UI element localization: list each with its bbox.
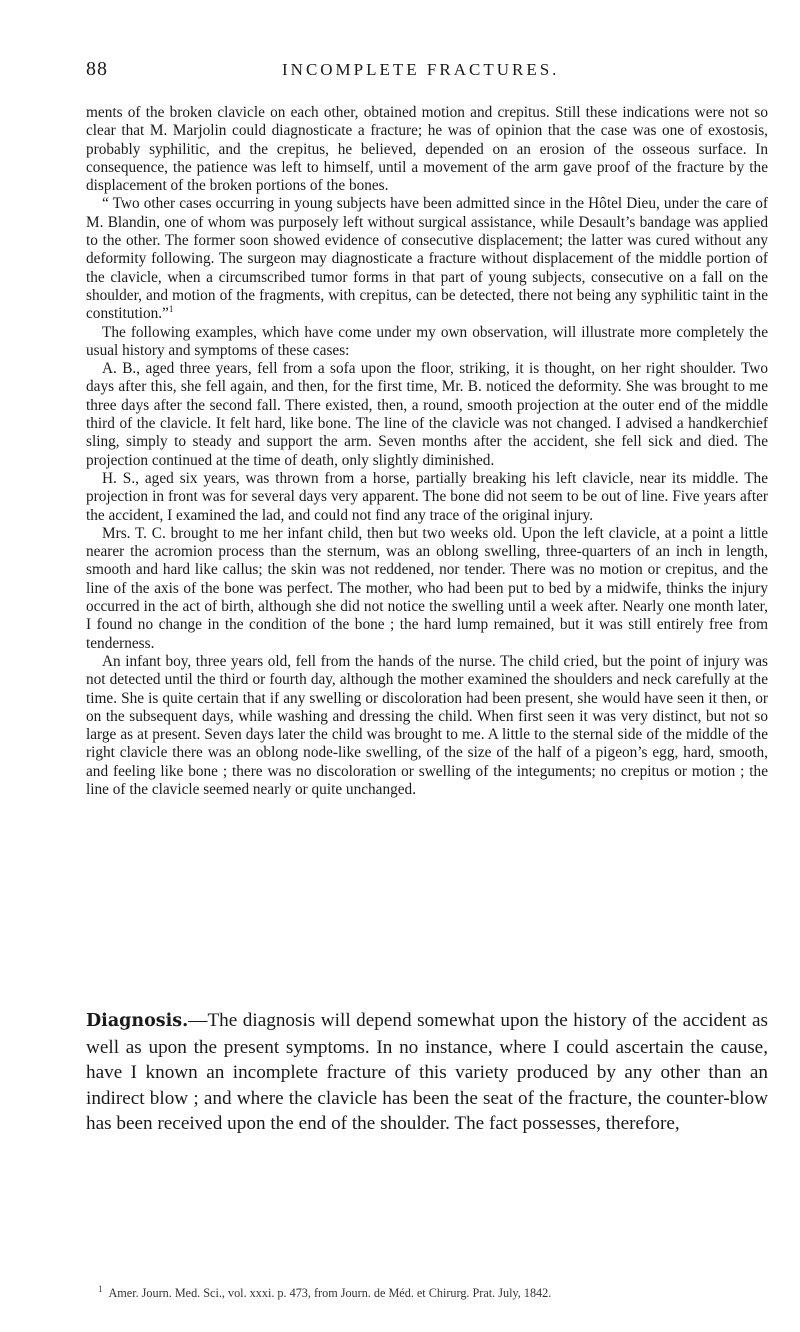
diagnosis-heading: Diagnosis. <box>86 1011 189 1031</box>
paragraph-quotation <box>86 195 768 323</box>
paragraph-case-infant-boy: An infant boy, three years old, fell from the hands of the nurse. The child cried, but the point of injury was not detected until the third or fourth day, although the mother examined the shoulders and neck carefully at the time. She is quite certain that if any swelling or discoloration had been present, she would have seen it then, or on the subsequent days, while washing and dressing the child. When first seen it was very distinct, but not so large as at present. Seven days later the child was brought to me. A little to the sternal side of the middle of the right clavicle there was an oblong node-like swelling, of the size of the half of a pigeon’s egg, hard, smooth, and feeling like bone ; there was no discoloration or swelling of the integuments; no crepitus or motion ; the line of the clavicle seemed nearly or quite unchanged. <box>86 652 768 798</box>
page-header <box>86 58 766 86</box>
page-number: 88 <box>86 58 108 80</box>
paragraph-continuation: ments of the broken clavicle on each other, obtained motion and crepitus. Still these indications were not so clear that M. Marjolin could diagnosticate a fracture; he was of opinion that the case was one of exostosis, probably syphilitic, and the crepitus, he believed, depended on an erosion of the osseous surface. In consequence, the patience was left to himself, until a movement of the arm gave proof of the fracture by the displacement of the broken portions of the bones. <box>86 104 768 195</box>
footnote-text: Amer. Journ. Med. Sci., vol. xxxi. p. 473, from Journ. de Méd. et Chirurg. Prat. July, 1842. <box>108 1286 552 1301</box>
quotation-text: “ Two other cases occurring in young subjects have been admitted since in the Hôtel Dieu, under the care of M. Blandin, one of whom was purposely left without surgical assistance, while Desault’s bandage was applied to the other. The former soon showed evidence of consecutive displacement; the latter was cured without any deformity following. The surgeon may diagnosticate a fracture without displacement of the middle portion of the clavicle, when a circumscribed tumor forms in that part of young subjects, consecutive on a fall on the shoulder, and motion of the fragments, with crepitus, can be detected, there not being any syphilitic taint in the constitution.” <box>86 195 768 323</box>
diagnosis-text: —The diagnosis will depend somewhat upon the history of the accident as well as upon the present symptoms. In no instance, where I could ascertain the cause, have I known an incomplete fracture of this variety produced by any other than an indirect blow ; and where the clavicle has been the seat of the fracture, the counter-blow has been received upon the end of the shoulder. The fact possesses, therefore, <box>86 1010 768 1135</box>
footnote <box>86 1281 768 1301</box>
paragraph-case-hs: H. S., aged six years, was thrown from a horse, partially breaking his left clavicle, near its middle. The projection in front was for several days very apparent. The bone did not seem to be out of line. Five years after the accident, I examined the lad, and could not find any trace of the original injury. <box>86 469 768 524</box>
paragraph-case-ab: A. B., aged three years, fell from a sofa upon the floor, striking, it is thought, on her right shoulder. Two days after this, she fell again, and then, for the first time, Mr. B. noticed the deformity. She was brought to me three days after the second fall. There existed, then, a round, smooth projection at the outer end of the middle third of the clavicle. It felt hard, like bone. The line of the clavicle was not changed. I advised a handkerchief sling, simply to steady and support the arm. Seven months after the accident, she fell sick and died. The projection continued at the time of death, only slightly diminished. <box>86 360 768 469</box>
paragraph-case-tc: Mrs. T. C. brought to me her infant child, then but two weeks old. Upon the left clavicle, at a point a little nearer the acromion process than the sternum, was an oblong swelling, three-quarters of an inch in length, smooth and hard like callus; the skin was not reddened, nor tender. There was no motion or crepitus, and the line of the axis of the bone was perfect. The mother, who had been put to bed by a midwife, thinks the injury occurred in the act of birth, although she did not notice the swelling until a week after. Nearly one month later, I found no change in the condition of the bone ; the hard lump remained, but it was still entirely free from tenderness. <box>86 524 768 652</box>
footnote-mark: 1 <box>98 1284 103 1294</box>
case-text <box>86 104 768 799</box>
footnote-reference: 1 <box>168 304 174 315</box>
paragraph-introduction: The following examples, which have come under my own observation, will illustrate more completely the usual history and symptoms of these cases: <box>86 323 768 359</box>
diagnosis-paragraph <box>86 1008 768 1137</box>
running-head: INCOMPLETE FRACTURES. <box>282 60 560 79</box>
diagnosis-section <box>86 1008 768 1137</box>
